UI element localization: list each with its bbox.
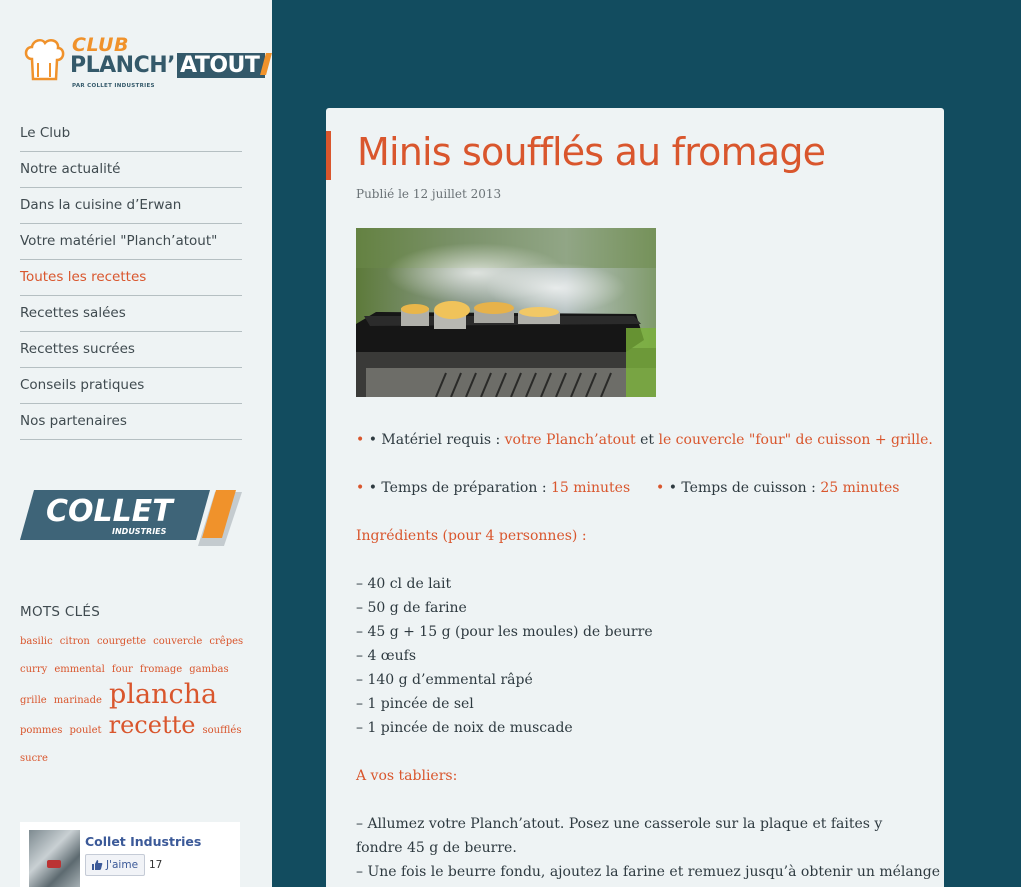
cook-time-value: 25 minutes — [820, 480, 900, 496]
menu-item-recettes-sucrees[interactable]: Recettes sucrées — [20, 332, 242, 368]
ingredients-heading: Ingrédients (pour 4 personnes) : — [356, 528, 587, 544]
menu-item-recettes-salees[interactable]: Recettes salées — [20, 296, 242, 332]
logo-club-text: CLUB — [72, 34, 129, 56]
materiel-label: • Matériel requis : — [368, 432, 505, 448]
facebook-like-count: 17 — [149, 859, 163, 871]
ingredient-item: – 1 pincée de noix de muscade — [356, 720, 573, 736]
materiel-line: • • Matériel requis : votre Planch’atout et le couvercle "four" de cuisson + grille. — [356, 432, 933, 448]
tag-link[interactable]: crêpes — [209, 636, 244, 647]
tag-link[interactable]: grille — [20, 695, 47, 706]
menu-item-cuisine-erwan[interactable]: Dans la cuisine d’Erwan — [20, 188, 242, 224]
tag-link[interactable]: recette — [108, 711, 196, 739]
tag-link[interactable]: emmental — [54, 664, 105, 675]
tag-cloud — [20, 626, 250, 771]
collet-industries-logo[interactable] — [20, 488, 244, 550]
menu-item-toutes-recettes[interactable]: Toutes les recettes — [20, 260, 242, 296]
logo-tagline: PAR COLLET INDUSTRIES — [72, 83, 155, 89]
tag-link[interactable]: four — [111, 664, 133, 675]
tag-link[interactable]: gambas — [189, 664, 229, 675]
tag-link[interactable]: courgette — [96, 636, 147, 647]
collet-logo-name: COLLET — [46, 494, 173, 529]
facebook-like-box — [20, 822, 240, 887]
menu-item-partenaires[interactable]: Nos partenaires — [20, 404, 242, 440]
article-card — [326, 108, 944, 887]
tag-link[interactable]: couvercle — [153, 636, 203, 647]
chef-hat-icon — [22, 37, 66, 85]
materiel-and: et — [635, 432, 659, 448]
tags-title: MOTS CLÉS — [20, 604, 101, 620]
article-title: Minis soufflés au fromage — [357, 130, 826, 174]
step-item: – Une fois le beurre fondu, ajoutez la farine et remuez jusqu’à obtenir un mélange — [356, 864, 941, 880]
timing-row: • • Temps de préparation : 15 minutes • • Temps de cuisson : 25 minutes — [356, 480, 900, 496]
facebook-like-label: J'aime — [106, 859, 139, 871]
planchatout-link[interactable]: votre Planch’atout — [504, 432, 636, 448]
couvercle-four-link[interactable]: le couvercle "four" de cuisson + grille. — [658, 432, 933, 448]
prep-time-value: 15 minutes — [551, 480, 631, 496]
menu-item-actualite[interactable]: Notre actualité — [20, 152, 242, 188]
cook-time-label: • Temps de cuisson : — [668, 480, 821, 496]
tag-link[interactable]: fromage — [139, 664, 183, 675]
main-menu — [20, 116, 242, 440]
ingredient-item: – 45 g + 15 g (pour les moules) de beurre — [356, 624, 653, 640]
tag-link[interactable]: poulet — [69, 725, 102, 736]
ingredient-item: – 50 g de farine — [356, 600, 467, 616]
facebook-like-button[interactable] — [85, 854, 145, 876]
title-accent-bar — [326, 131, 331, 180]
ingredient-item: – 1 pincée de sel — [356, 696, 474, 712]
tag-link[interactable]: soufflés — [202, 725, 242, 736]
menu-item-materiel[interactable]: Votre matériel "Planch’atout" — [20, 224, 242, 260]
tag-link[interactable]: pommes — [20, 725, 63, 736]
recipe-photo[interactable] — [356, 228, 656, 397]
steps-heading: A vos tabliers: — [356, 768, 458, 784]
facebook-page-thumbnail[interactable] — [29, 830, 80, 887]
ingredient-item: – 40 cl de lait — [356, 576, 452, 592]
tag-link[interactable]: basilic — [20, 636, 53, 647]
club-planchatout-logo[interactable] — [22, 34, 260, 94]
publish-date: Publié le 12 juillet 2013 — [356, 187, 502, 201]
step-item: – Allumez votre Planch’atout. Posez une casserole sur la plaque et faites y fondre 45 g de beurre. — [356, 816, 883, 856]
tag-link[interactable]: citron — [59, 636, 90, 647]
tag-link[interactable]: marinade — [53, 695, 102, 706]
ingredient-item: – 4 œufs — [356, 648, 417, 664]
sidebar — [0, 0, 272, 887]
prep-time-label: • Temps de préparation : — [368, 480, 551, 496]
tag-link[interactable]: plancha — [109, 679, 218, 710]
thumbs-up-icon — [91, 859, 103, 871]
menu-item-conseils[interactable]: Conseils pratiques — [20, 368, 242, 404]
ingredient-item: – 140 g d’emmental râpé — [356, 672, 533, 688]
article-body — [356, 428, 941, 884]
collet-logo-sub: INDUSTRIES — [112, 527, 167, 536]
logo-planchatout-text: PLANCH’ ATOUT — [70, 53, 269, 78]
tag-link[interactable]: sucre — [20, 753, 48, 764]
facebook-page-name[interactable]: Collet Industries — [85, 834, 202, 849]
tag-link[interactable]: curry — [20, 664, 48, 675]
menu-item-le-club[interactable]: Le Club — [20, 116, 242, 152]
